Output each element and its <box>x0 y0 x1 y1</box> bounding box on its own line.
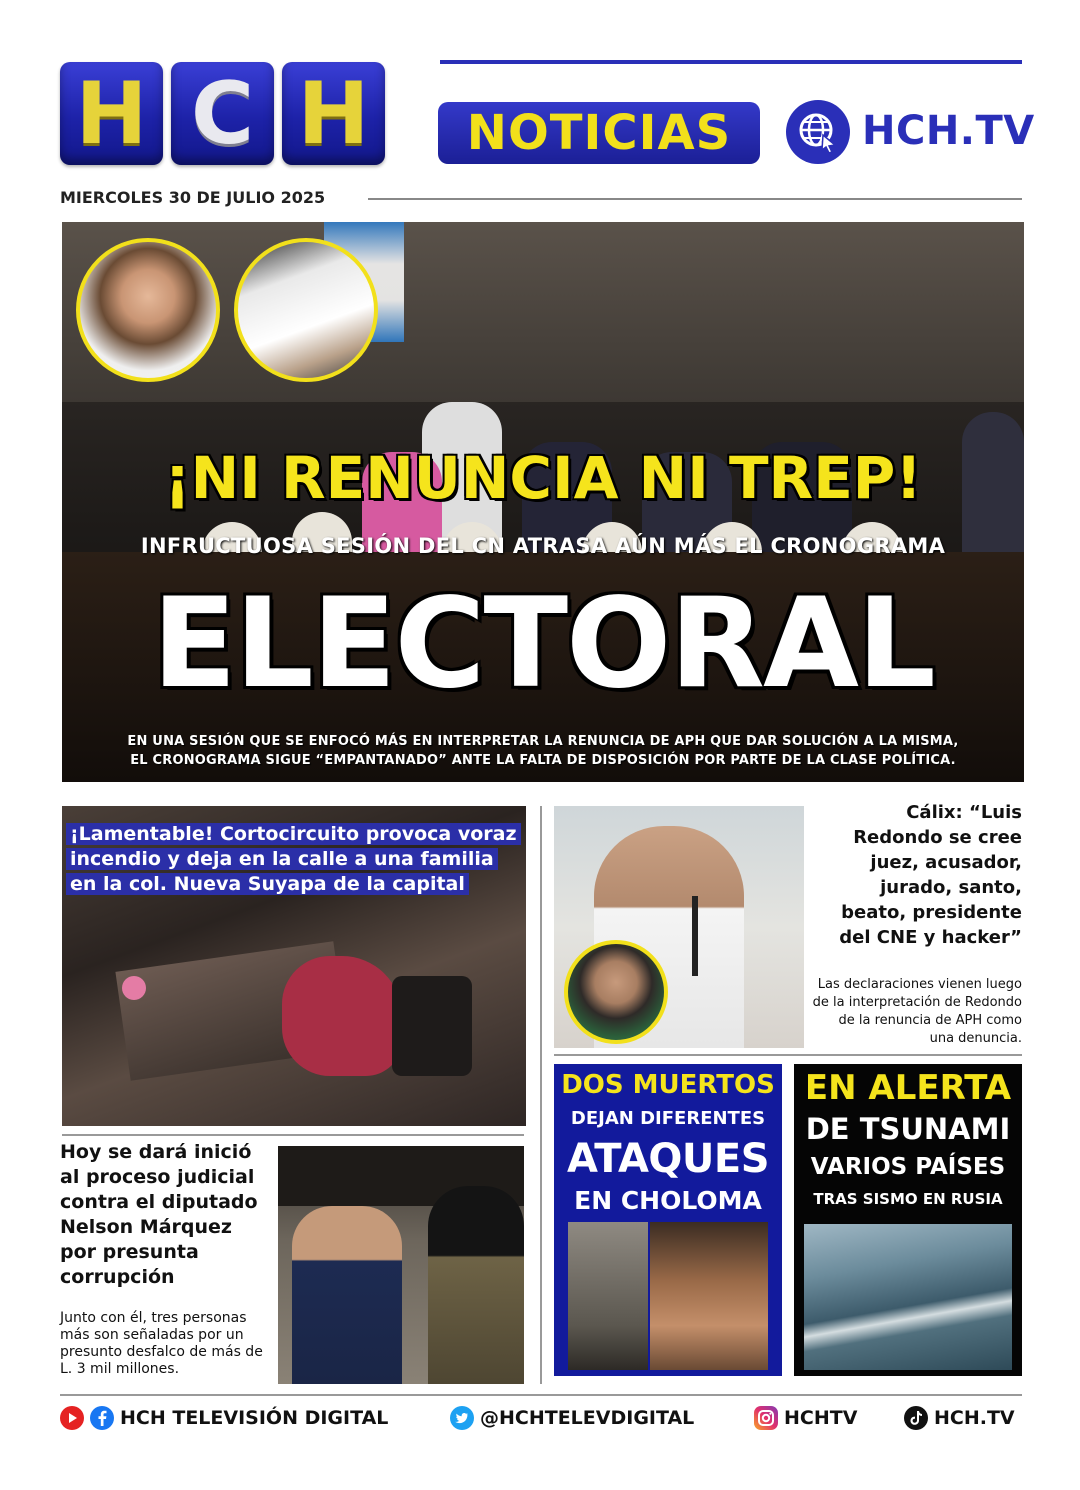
social-tiktok[interactable] <box>904 1406 1015 1430</box>
globe-cursor-icon[interactable] <box>786 100 850 164</box>
choloma-line-2: DEJAN DIFERENTES <box>570 1108 766 1129</box>
hero-headline: ¡NI RENUNCIA NI TREP! <box>164 444 922 512</box>
right-column-divider <box>554 1054 1022 1056</box>
victim-photo <box>650 1222 768 1370</box>
column-divider <box>540 806 542 1384</box>
date-rule <box>368 198 1022 200</box>
logo-letter-h1: H <box>60 62 163 165</box>
choloma-line-3: ATAQUES <box>566 1136 770 1182</box>
tablet-photo <box>234 238 378 382</box>
microphone-shape <box>692 896 698 976</box>
twitter-icon <box>450 1406 474 1430</box>
twitter-handle: @HCHTELEVDIGITAL <box>480 1407 695 1429</box>
social-instagram[interactable] <box>754 1406 857 1430</box>
tsunami-line-1: EN ALERTA <box>804 1068 1012 1108</box>
hch-logo[interactable] <box>60 62 385 165</box>
tsunami-line-2: DE TSUNAMI <box>805 1112 1011 1146</box>
left-column-divider <box>62 1134 524 1136</box>
fire-story[interactable] <box>62 806 526 1126</box>
crime-scene-photo <box>568 1222 648 1370</box>
youtube-icon <box>60 1406 84 1430</box>
nelson-story-description: Junto con él, tres personas más son señaladas por un presunto desfalco de más de L. 3 mil millones. <box>60 1310 263 1377</box>
section-label: NOTICIAS <box>438 102 760 164</box>
hero-description: EN UNA SESIÓN QUE SE ENFOCÓ MÁS EN INTERPRETAR LA RENUNCIA DE APH QUE DAR SOLUCIÓN A LA MISMA, EL CRONOGRAMA SIGUE “EMPANTANADO” ANTE LA FALTA DE DISPOSICIÓN POR PARTE DE LA CLASE POLÍTICA. <box>127 734 959 768</box>
tsunami-story[interactable] <box>794 1064 1022 1376</box>
choloma-story[interactable] <box>554 1064 782 1376</box>
social-facebook-youtube[interactable] <box>60 1406 388 1430</box>
facebook-youtube-handle: HCH TELEVISIÓN DIGITAL <box>120 1407 389 1429</box>
instagram-icon <box>754 1406 778 1430</box>
appliance-shape <box>392 976 472 1076</box>
footer-rule <box>60 1394 1022 1396</box>
pink-item-shape <box>122 976 146 1000</box>
instagram-handle: HCHTV <box>784 1407 858 1429</box>
logo-letter-c: C <box>171 62 274 165</box>
choloma-line-4: EN CHOLOMA <box>574 1186 762 1215</box>
tiktok-handle: HCH.TV <box>934 1407 1015 1429</box>
tsunami-line-3: VARIOS PAÍSES <box>810 1154 1006 1180</box>
portrait-photo-woman <box>76 238 220 382</box>
calix-story-photo[interactable] <box>554 806 804 1048</box>
portrait-photo-redondo <box>564 940 668 1044</box>
tiktok-icon <box>904 1406 928 1430</box>
header-rule <box>440 60 1022 64</box>
calix-story-quote[interactable]: Cálix: “Luis Redondo se cree juez, acusador, jurado, santo, beato, presidente del CNE y hacker” <box>839 802 1022 948</box>
facebook-icon <box>90 1406 114 1430</box>
nelson-story-photo <box>278 1146 524 1384</box>
site-url[interactable]: HCH.TV <box>862 108 1035 154</box>
fire-story-title: ¡Lamentable! Cortocircuito provoca voraz incendio y deja en la calle a una familia en la col. Nueva Suyapa de la capital <box>62 818 526 903</box>
coastline-photo <box>804 1224 1012 1370</box>
hero-section[interactable] <box>62 222 1024 782</box>
social-twitter[interactable] <box>450 1406 694 1430</box>
nelson-story-title[interactable]: Hoy se dará inició al proceso judicial contra el diputado Nelson Márquez por presunta corrupción <box>60 1141 258 1288</box>
hero-big-word: ELECTORAL <box>152 572 934 716</box>
red-cloth-shape <box>282 956 402 1076</box>
tsunami-line-4: TRAS SISMO EN RUSIA <box>813 1190 1003 1208</box>
issue-date: MIERCOLES 30 DE JULIO 2025 <box>60 188 326 207</box>
calix-story-description: Las declaraciones vienen luego de la interpretación de Redondo de la renuncia de APH como una denuncia. <box>812 977 1022 1046</box>
logo-letter-h2: H <box>282 62 385 165</box>
choloma-line-1: DOS MUERTOS <box>561 1070 775 1100</box>
hero-subheadline: INFRUCTUOSA SESIÓN DEL CN ATRASA AÚN MÁS EL CRONOGRAMA <box>140 534 946 558</box>
